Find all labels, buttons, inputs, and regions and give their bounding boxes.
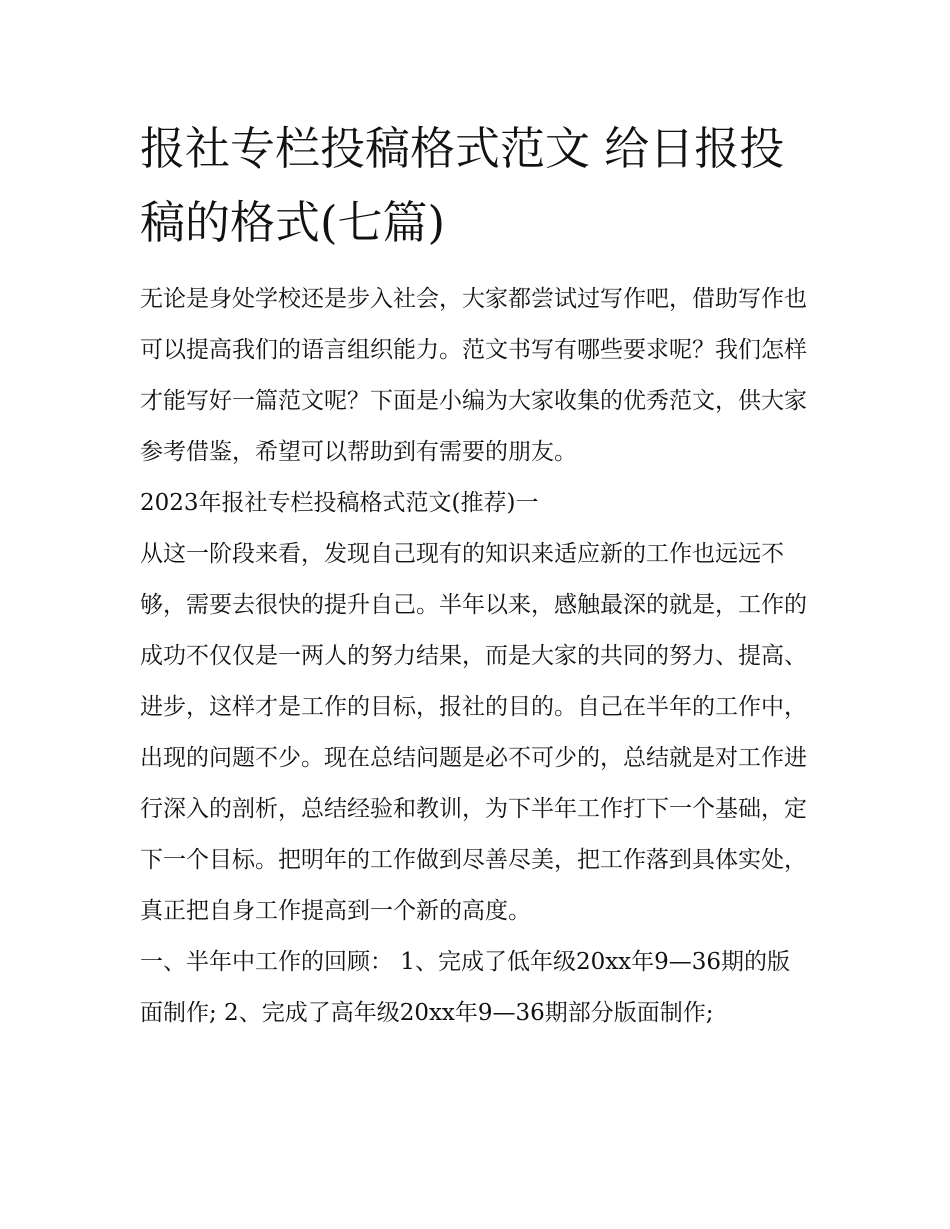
intro-paragraph: 无论是身处学校还是步入社会，大家都尝试过写作吧，借助写作也可以提高我们的语言组织能力。范文书写有哪些要求呢？我们怎样才能写好一篇范文呢？下面是小编为大家收集的优秀范文，供大家参考借鉴，希望可以帮助到有需要的朋友。	[140, 286, 807, 465]
review-paragraph: 一、半年中工作的回顾： 1、完成了低年级20xx年9—36期的版面制作; 2、完成了高年级20xx年9—36期部分版面制作;	[140, 949, 791, 1026]
body-paragraph: 从这一阶段来看，发现自己现有的知识来适应新的工作也远远不够，需要去很快的提升自己。半年以来，感触最深的就是，工作的成功不仅仅是一两人的努力结果，而是大家的共同的努力、提高、进步，这样才是工作的目标，报社的目的。自己在半年的工作中，出现的问题不少。现在总结问题是必不可少的，总结就是对工作进行深入的剖析，总结经验和教训，为下半年工作打下一个基础，定下一个目标。把明年的工作做到尽善尽美，把工作落到具体实处，真正把自身工作提高到一个新的高度。	[140, 541, 807, 924]
document-content	[140, 112, 812, 1039]
document-title: 报社专栏投稿格式范文 给日报投稿的格式(七篇)	[140, 122, 785, 249]
section-heading: 2023年报社专栏投稿格式范文(推荐)一	[140, 490, 539, 516]
